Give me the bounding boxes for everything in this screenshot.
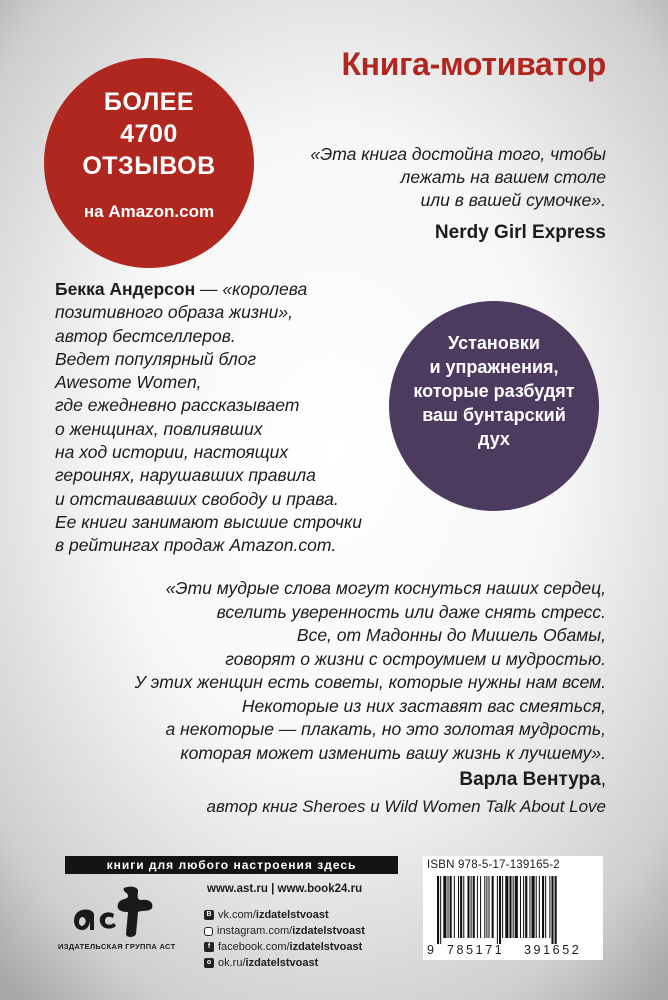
barcode-bar — [523, 876, 524, 938]
exercises-badge-line: Установки — [448, 333, 540, 353]
barcode-bar — [545, 876, 546, 938]
social-link-vk[interactable] — [204, 907, 365, 923]
barcode-bar — [484, 876, 485, 938]
vk-icon: B — [204, 910, 214, 920]
bio-line: Ее книги занимают высшие строчки — [55, 511, 362, 532]
book-tagline-title: Книга-мотиватор — [341, 46, 606, 82]
quote1-line: или в вашей сумочке». — [420, 190, 606, 210]
barcode-bar — [549, 876, 550, 938]
ok-icon: o — [204, 958, 214, 968]
instagram-icon — [204, 927, 213, 936]
barcode-bar — [471, 876, 472, 938]
isbn-number: ISBN 978-5-17-139165-2 — [427, 859, 560, 871]
barcode-bar — [502, 876, 503, 938]
quote2-author — [459, 769, 606, 791]
bio-line: в рейтингах продаж Amazon.com. — [55, 535, 337, 556]
quote2-line: а некоторые — плакать, но это золотая мудрость, — [165, 719, 606, 739]
social-link-handle: izdatelstvoast — [289, 941, 363, 953]
publisher-websites[interactable]: www.ast.ru | www.book24.ru — [207, 883, 363, 895]
barcode-bar — [532, 876, 535, 938]
exercises-badge-line: дух — [478, 429, 510, 449]
bio-line: автор бестселлеров. — [55, 325, 236, 346]
reviews-badge-count: 4700 — [120, 120, 178, 148]
barcode-bar — [477, 876, 478, 938]
barcode-bar — [460, 876, 462, 938]
isbn-barcode — [423, 856, 603, 960]
barcode-bar — [529, 876, 530, 938]
quote-nerdy-girl — [286, 143, 606, 212]
barcode-bar — [536, 876, 537, 938]
barcode-bar — [458, 876, 459, 938]
barcode-bar — [497, 876, 498, 944]
quote2-author-name: Варла Вентура — [459, 769, 601, 790]
barcode-bar — [520, 876, 521, 938]
barcode-bar — [539, 876, 540, 938]
barcode-bar — [509, 876, 511, 938]
quote2-line: Некоторые из них заставят вас смеяться, — [241, 695, 606, 716]
quote1-line: лежать на вашем столе — [400, 167, 606, 187]
quote-varla-ventura — [86, 577, 606, 765]
barcode-digits-left: 785171 — [447, 943, 505, 957]
social-link-handle: izdatelstvoast — [255, 909, 329, 921]
reviews-badge-source: на Amazon.com — [83, 202, 215, 221]
quote2-line: Все, от Мадонны до Мишель Обамы, — [296, 625, 606, 645]
social-link-prefix: ok.ru/ — [218, 957, 246, 969]
quote2-line: «Эти мудрые слова могут коснуться наших сердец, — [165, 578, 606, 598]
bio-line: Ведет популярный блог — [55, 348, 257, 369]
quote1-line: «Эта книга достойна того, чтобы — [310, 144, 606, 164]
barcode-bar — [505, 876, 508, 938]
barcode-bar — [443, 876, 446, 938]
barcode-bar — [463, 876, 464, 938]
social-link-prefix: facebook.com/ — [218, 941, 290, 953]
exercises-badge-line: и упражнения, — [429, 357, 559, 377]
quote2-line: У этих женщин есть советы, которые нужны нам всем. — [134, 672, 606, 692]
barcode-bar — [499, 876, 501, 944]
barcode-bar — [486, 876, 487, 938]
barcode-bar — [448, 876, 449, 938]
barcode-bar — [467, 876, 469, 938]
barcode-bar — [480, 876, 481, 938]
quote2-line: которая может изменить вашу жизнь к лучшему». — [180, 742, 606, 763]
barcode-bar — [542, 876, 544, 938]
barcode-bar — [440, 876, 441, 944]
social-link-facebook[interactable] — [204, 939, 365, 955]
bio-line: — «королева — [195, 279, 308, 299]
bio-line: героинях, нарушавших правила — [55, 465, 316, 486]
bio-line: позитивного образа жизни», — [55, 302, 293, 323]
barcode-bar — [437, 876, 439, 944]
ast-logo-icon — [70, 884, 160, 940]
social-link-handle: izdatelstvoast — [292, 925, 365, 937]
reviews-badge-line3: ОТЗЫВОВ — [82, 152, 216, 180]
facebook-icon: f — [204, 942, 214, 952]
barcode-bar — [555, 876, 557, 944]
barcode-bar — [473, 876, 475, 938]
reviews-badge — [44, 58, 254, 268]
quote2-line: вселить уверенность или даже снять стресс. — [216, 601, 606, 622]
social-link-instagram[interactable] — [204, 923, 365, 939]
quote2-line: говорят о жизни с остроумием и мудростью. — [225, 648, 606, 669]
reviews-badge-line1: БОЛЕЕ — [103, 88, 195, 116]
social-link-ok[interactable] — [204, 955, 365, 971]
barcode-bar — [450, 876, 452, 938]
barcode-bar — [488, 876, 489, 938]
bio-line: Awesome Women, — [55, 372, 202, 393]
exercises-badge — [389, 301, 599, 511]
bio-line: где ежедневно рассказывает — [55, 395, 300, 416]
social-link-prefix: instagram.com/ — [217, 925, 293, 937]
exercises-badge-line: которые разбудят — [413, 381, 575, 401]
bio-line: на ход истории, настоящих — [55, 442, 289, 463]
barcode-bars-icon — [437, 876, 593, 944]
quote2-author-description: автор книг Sheroes и Wild Women Talk About Love — [206, 797, 606, 816]
publisher-tagline: книги для любого настроения здесь — [65, 856, 398, 874]
barcode-bar — [492, 876, 494, 938]
barcode-bar — [454, 876, 455, 938]
social-link-handle: izdatelstvoast — [245, 957, 319, 969]
author-bio — [55, 278, 385, 558]
social-link-prefix: vk.com/ — [218, 909, 256, 921]
barcode-bar — [515, 876, 518, 938]
quote2-author-comma: , — [600, 769, 606, 790]
barcode-bar — [551, 876, 553, 944]
bio-line: и отстаивавших свободу и права. — [55, 488, 339, 509]
barcode-digit-lead: 9 — [427, 943, 435, 957]
publisher-caption: ИЗДАТЕЛЬСКАЯ ГРУППА АСТ — [58, 942, 176, 951]
author-name: Бекка Андерсон — [55, 279, 196, 299]
bio-line: о женщинах, повлиявших — [55, 418, 263, 439]
exercises-badge-line: ваш бунтарский — [422, 405, 566, 425]
barcode-bar — [513, 876, 514, 938]
quote1-author: Nerdy Girl Express — [434, 222, 606, 243]
barcode-digits-right: 391652 — [524, 943, 582, 957]
social-links — [204, 907, 365, 971]
barcode-bar — [525, 876, 527, 938]
